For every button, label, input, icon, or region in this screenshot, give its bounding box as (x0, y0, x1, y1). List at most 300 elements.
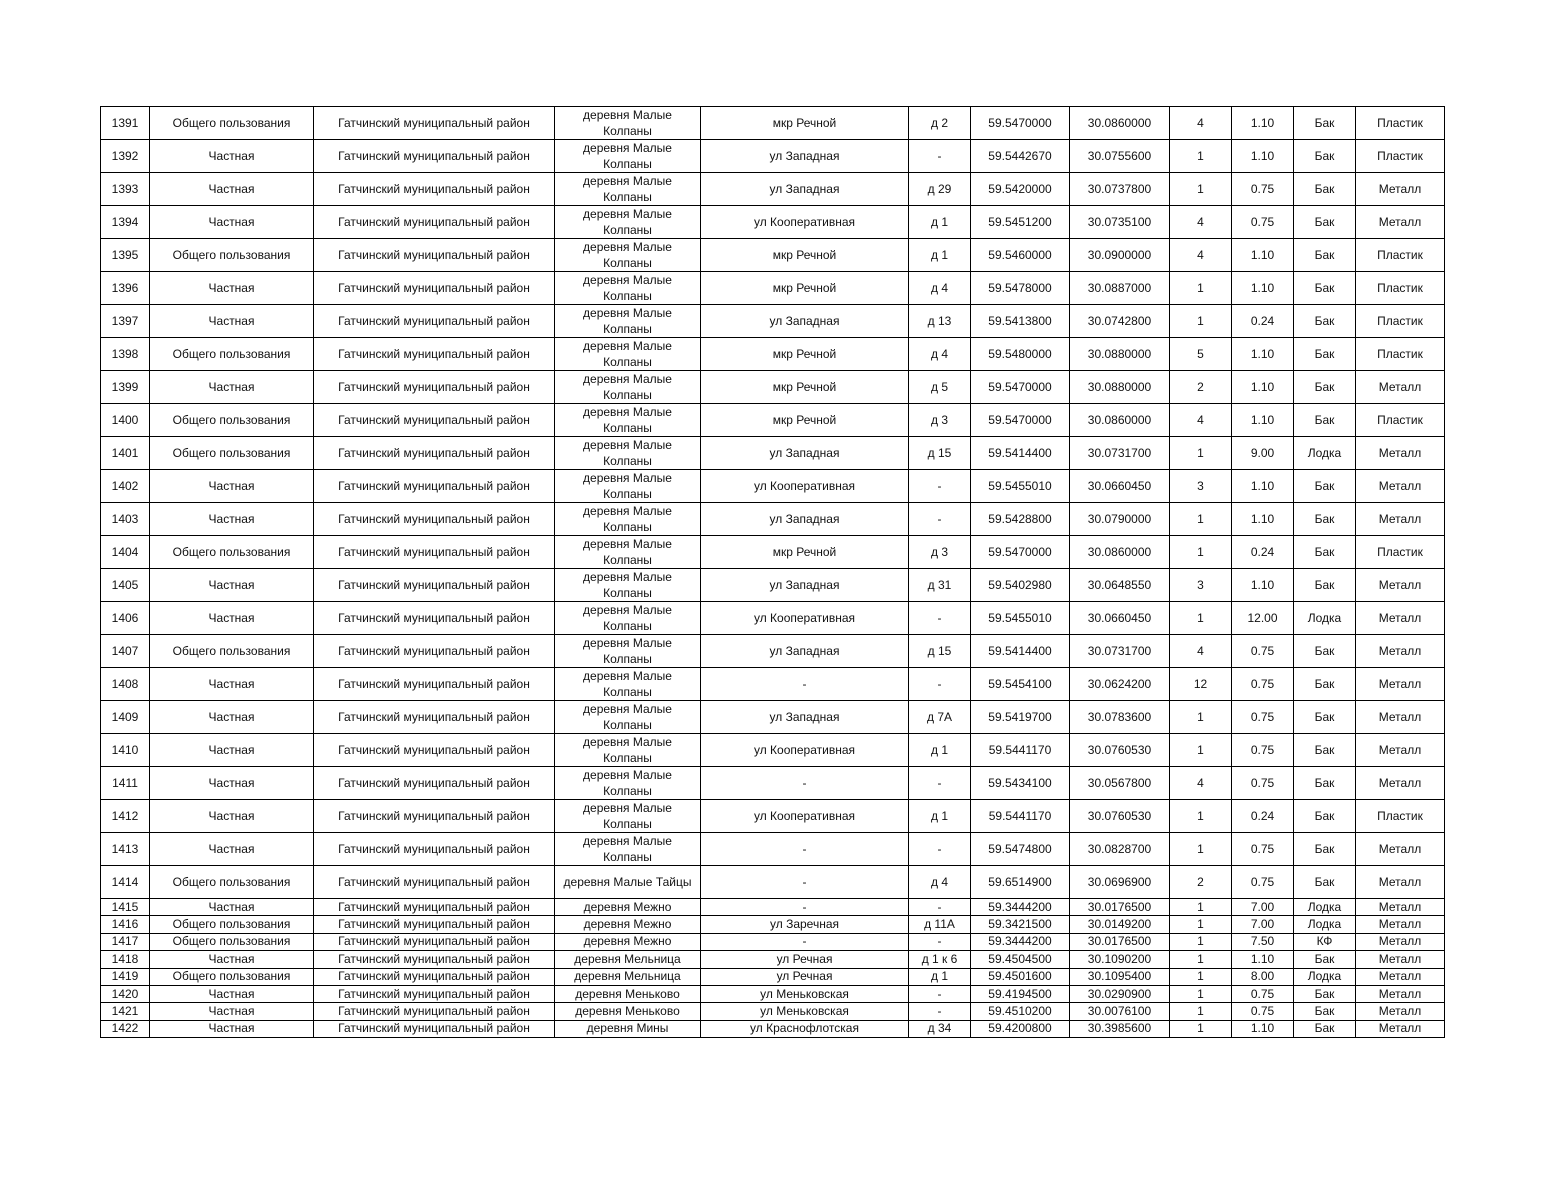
cell-house: д 31 (909, 569, 971, 602)
cell-number: 1414 (101, 866, 150, 899)
cell-longitude: 30.0660450 (1070, 602, 1170, 635)
cell-longitude: 30.0887000 (1070, 272, 1170, 305)
cell-ownership: Общего пользования (150, 916, 314, 933)
cell-longitude: 30.0737800 (1070, 173, 1170, 206)
cell-district: Гатчинский муниципальный район (314, 767, 555, 800)
cell-house: - (909, 767, 971, 800)
cell-longitude: 30.0648550 (1070, 569, 1170, 602)
cell-settlement: деревня Малые Колпаны (555, 569, 701, 602)
cell-latitude: 59.5420000 (971, 173, 1070, 206)
cell-street: ул Краснофлотская (701, 1020, 909, 1037)
cell-house: д 1 (909, 968, 971, 985)
table-row (101, 239, 1445, 272)
cell-district: Гатчинский муниципальный район (314, 503, 555, 536)
cell-container-count: 1 (1170, 985, 1232, 1002)
cell-container-type: Бак (1294, 470, 1356, 503)
cell-material: Металл (1356, 437, 1445, 470)
cell-ownership: Частная (150, 470, 314, 503)
cell-latitude: 59.4504500 (971, 951, 1070, 968)
cell-volume: 1.10 (1232, 404, 1294, 437)
cell-street: ул Западная (701, 635, 909, 668)
cell-container-count: 3 (1170, 470, 1232, 503)
cell-longitude: 30.0624200 (1070, 668, 1170, 701)
cell-longitude: 30.0760530 (1070, 800, 1170, 833)
cell-house: д 13 (909, 305, 971, 338)
cell-container-type: Лодка (1294, 916, 1356, 933)
cell-street: ул Западная (701, 701, 909, 734)
cell-material: Металл (1356, 734, 1445, 767)
cell-longitude: 30.0742800 (1070, 305, 1170, 338)
table-row (101, 1003, 1445, 1020)
cell-district: Гатчинский муниципальный район (314, 470, 555, 503)
cell-latitude: 59.5434100 (971, 767, 1070, 800)
cell-latitude: 59.5454100 (971, 668, 1070, 701)
cell-container-type: Бак (1294, 734, 1356, 767)
cell-volume: 0.75 (1232, 173, 1294, 206)
cell-volume: 1.10 (1232, 470, 1294, 503)
cell-container-type: Бак (1294, 951, 1356, 968)
cell-container-count: 1 (1170, 951, 1232, 968)
cell-longitude: 30.0731700 (1070, 635, 1170, 668)
cell-latitude: 59.5455010 (971, 470, 1070, 503)
cell-street: ул Речная (701, 968, 909, 985)
cell-ownership: Частная (150, 1003, 314, 1020)
table-row (101, 272, 1445, 305)
cell-district: Гатчинский муниципальный район (314, 371, 555, 404)
cell-district: Гатчинский муниципальный район (314, 140, 555, 173)
cell-settlement: деревня Мельница (555, 968, 701, 985)
cell-material: Металл (1356, 985, 1445, 1002)
cell-container-type: Бак (1294, 1003, 1356, 1020)
cell-house: д 4 (909, 272, 971, 305)
cell-district: Гатчинский муниципальный район (314, 305, 555, 338)
cell-volume: 0.75 (1232, 1003, 1294, 1020)
cell-number: 1392 (101, 140, 150, 173)
cell-latitude: 59.6514900 (971, 866, 1070, 899)
cell-house: - (909, 933, 971, 950)
cell-longitude: 30.0828700 (1070, 833, 1170, 866)
cell-street: ул Западная (701, 305, 909, 338)
cell-house: д 15 (909, 437, 971, 470)
cell-number: 1396 (101, 272, 150, 305)
cell-house: д 1 (909, 239, 971, 272)
cell-container-count: 2 (1170, 371, 1232, 404)
table-row (101, 833, 1445, 866)
cell-house: д 7А (909, 701, 971, 734)
cell-container-count: 4 (1170, 404, 1232, 437)
cell-settlement: деревня Межно (555, 933, 701, 950)
cell-ownership: Частная (150, 371, 314, 404)
cell-volume: 9.00 (1232, 437, 1294, 470)
cell-ownership: Общего пользования (150, 536, 314, 569)
cell-material: Металл (1356, 470, 1445, 503)
cell-material: Металл (1356, 569, 1445, 602)
cell-material: Металл (1356, 173, 1445, 206)
cell-house: д 3 (909, 404, 971, 437)
cell-container-type: Бак (1294, 536, 1356, 569)
cell-ownership: Частная (150, 173, 314, 206)
cell-container-count: 1 (1170, 1003, 1232, 1020)
cell-material: Металл (1356, 968, 1445, 985)
cell-longitude: 30.0660450 (1070, 470, 1170, 503)
cell-container-count: 1 (1170, 734, 1232, 767)
cell-number: 1419 (101, 968, 150, 985)
cell-container-type: Бак (1294, 1020, 1356, 1037)
cell-longitude: 30.0900000 (1070, 239, 1170, 272)
cell-longitude: 30.0755600 (1070, 140, 1170, 173)
cell-number: 1402 (101, 470, 150, 503)
cell-street: - (701, 668, 909, 701)
cell-latitude: 59.5455010 (971, 602, 1070, 635)
cell-settlement: деревня Малые Колпаны (555, 305, 701, 338)
cell-volume: 1.10 (1232, 951, 1294, 968)
cell-longitude: 30.0760530 (1070, 734, 1170, 767)
cell-house: д 1 (909, 800, 971, 833)
cell-house: - (909, 985, 971, 1002)
cell-container-type: Лодка (1294, 968, 1356, 985)
cell-house: д 15 (909, 635, 971, 668)
cell-container-count: 3 (1170, 569, 1232, 602)
cell-material: Пластик (1356, 338, 1445, 371)
table-row (101, 933, 1445, 950)
cell-house: - (909, 602, 971, 635)
cell-number: 1418 (101, 951, 150, 968)
cell-longitude: 30.0176500 (1070, 933, 1170, 950)
cell-district: Гатчинский муниципальный район (314, 1003, 555, 1020)
table-row (101, 404, 1445, 437)
cell-latitude: 59.5441170 (971, 800, 1070, 833)
cell-house: д 11А (909, 916, 971, 933)
cell-house: д 1 к 6 (909, 951, 971, 968)
cell-volume: 0.75 (1232, 206, 1294, 239)
cell-container-type: Бак (1294, 206, 1356, 239)
cell-latitude: 59.5470000 (971, 536, 1070, 569)
cell-street: ул Западная (701, 569, 909, 602)
cell-ownership: Частная (150, 140, 314, 173)
cell-district: Гатчинский муниципальный район (314, 701, 555, 734)
cell-ownership: Общего пользования (150, 968, 314, 985)
cell-number: 1421 (101, 1003, 150, 1020)
cell-ownership: Частная (150, 305, 314, 338)
cell-street: мкр Речной (701, 272, 909, 305)
cell-house: д 2 (909, 107, 971, 140)
table-row (101, 107, 1445, 140)
cell-latitude: 59.5414400 (971, 635, 1070, 668)
cell-volume: 1.10 (1232, 338, 1294, 371)
cell-volume: 0.75 (1232, 668, 1294, 701)
cell-material: Металл (1356, 833, 1445, 866)
cell-number: 1399 (101, 371, 150, 404)
cell-settlement: деревня Малые Колпаны (555, 338, 701, 371)
cell-latitude: 59.3444200 (971, 899, 1070, 916)
cell-volume: 0.75 (1232, 734, 1294, 767)
table-row (101, 470, 1445, 503)
cell-house: д 3 (909, 536, 971, 569)
cell-volume: 0.24 (1232, 305, 1294, 338)
cell-container-count: 4 (1170, 635, 1232, 668)
cell-settlement: деревня Мельница (555, 951, 701, 968)
cell-ownership: Частная (150, 800, 314, 833)
cell-district: Гатчинский муниципальный район (314, 933, 555, 950)
cell-material: Пластик (1356, 404, 1445, 437)
cell-number: 1401 (101, 437, 150, 470)
table-body (101, 107, 1445, 1038)
cell-street: ул Меньковская (701, 1003, 909, 1020)
cell-latitude: 59.5451200 (971, 206, 1070, 239)
cell-number: 1413 (101, 833, 150, 866)
cell-number: 1417 (101, 933, 150, 950)
cell-street: ул Кооперативная (701, 800, 909, 833)
cell-latitude: 59.5470000 (971, 107, 1070, 140)
cell-street: ул Западная (701, 437, 909, 470)
cell-container-count: 1 (1170, 933, 1232, 950)
cell-settlement: деревня Малые Колпаны (555, 701, 701, 734)
cell-district: Гатчинский муниципальный район (314, 985, 555, 1002)
cell-street: мкр Речной (701, 536, 909, 569)
cell-number: 1407 (101, 635, 150, 668)
cell-number: 1400 (101, 404, 150, 437)
cell-container-count: 4 (1170, 767, 1232, 800)
cell-container-type: Бак (1294, 371, 1356, 404)
cell-district: Гатчинский муниципальный район (314, 173, 555, 206)
cell-house: д 4 (909, 338, 971, 371)
cell-volume: 0.75 (1232, 833, 1294, 866)
cell-container-type: Бак (1294, 668, 1356, 701)
cell-container-count: 1 (1170, 602, 1232, 635)
cell-district: Гатчинский муниципальный район (314, 968, 555, 985)
cell-material: Металл (1356, 933, 1445, 950)
cell-material: Пластик (1356, 800, 1445, 833)
cell-volume: 1.10 (1232, 1020, 1294, 1037)
cell-latitude: 59.5441170 (971, 734, 1070, 767)
cell-volume: 0.75 (1232, 866, 1294, 899)
cell-settlement: деревня Малые Колпаны (555, 536, 701, 569)
cell-ownership: Общего пользования (150, 866, 314, 899)
cell-settlement: деревня Малые Колпаны (555, 833, 701, 866)
cell-volume: 1.10 (1232, 371, 1294, 404)
cell-number: 1420 (101, 985, 150, 1002)
cell-longitude: 30.0880000 (1070, 371, 1170, 404)
cell-longitude: 30.0696900 (1070, 866, 1170, 899)
cell-container-count: 1 (1170, 968, 1232, 985)
cell-latitude: 59.3421500 (971, 916, 1070, 933)
cell-ownership: Частная (150, 503, 314, 536)
cell-container-count: 1 (1170, 833, 1232, 866)
cell-settlement: деревня Малые Колпаны (555, 239, 701, 272)
cell-street: ул Заречная (701, 916, 909, 933)
cell-longitude: 30.0860000 (1070, 404, 1170, 437)
cell-longitude: 30.0790000 (1070, 503, 1170, 536)
cell-district: Гатчинский муниципальный район (314, 338, 555, 371)
cell-settlement: деревня Малые Колпаны (555, 173, 701, 206)
cell-district: Гатчинский муниципальный район (314, 107, 555, 140)
cell-container-count: 1 (1170, 701, 1232, 734)
table-row (101, 569, 1445, 602)
cell-district: Гатчинский муниципальный район (314, 668, 555, 701)
cell-street: ул Меньковская (701, 985, 909, 1002)
cell-district: Гатчинский муниципальный район (314, 569, 555, 602)
cell-latitude: 59.5470000 (971, 404, 1070, 437)
cell-container-count: 1 (1170, 916, 1232, 933)
cell-district: Гатчинский муниципальный район (314, 272, 555, 305)
cell-container-type: Бак (1294, 833, 1356, 866)
cell-volume: 7.00 (1232, 899, 1294, 916)
cell-volume: 7.00 (1232, 916, 1294, 933)
cell-material: Пластик (1356, 107, 1445, 140)
cell-settlement: деревня Малые Колпаны (555, 272, 701, 305)
cell-container-count: 5 (1170, 338, 1232, 371)
cell-container-count: 1 (1170, 173, 1232, 206)
cell-number: 1391 (101, 107, 150, 140)
cell-number: 1406 (101, 602, 150, 635)
cell-container-count: 1 (1170, 272, 1232, 305)
cell-ownership: Частная (150, 951, 314, 968)
cell-number: 1397 (101, 305, 150, 338)
cell-container-type: Бак (1294, 272, 1356, 305)
cell-ownership: Общего пользования (150, 239, 314, 272)
cell-district: Гатчинский муниципальный район (314, 866, 555, 899)
cell-settlement: деревня Меньково (555, 985, 701, 1002)
cell-settlement: деревня Малые Тайцы (555, 866, 701, 899)
cell-longitude: 30.0076100 (1070, 1003, 1170, 1020)
cell-ownership: Частная (150, 985, 314, 1002)
table-row (101, 916, 1445, 933)
cell-volume: 1.10 (1232, 503, 1294, 536)
cell-container-type: Бак (1294, 305, 1356, 338)
table-row (101, 602, 1445, 635)
cell-number: 1416 (101, 916, 150, 933)
cell-longitude: 30.1095400 (1070, 968, 1170, 985)
cell-ownership: Частная (150, 569, 314, 602)
table-row (101, 767, 1445, 800)
cell-latitude: 59.3444200 (971, 933, 1070, 950)
cell-volume: 1.10 (1232, 272, 1294, 305)
cell-container-count: 1 (1170, 305, 1232, 338)
cell-number: 1415 (101, 899, 150, 916)
table-row (101, 536, 1445, 569)
cell-number: 1404 (101, 536, 150, 569)
cell-ownership: Частная (150, 668, 314, 701)
cell-material: Металл (1356, 371, 1445, 404)
cell-district: Гатчинский муниципальный район (314, 951, 555, 968)
cell-container-type: Бак (1294, 800, 1356, 833)
table-row (101, 437, 1445, 470)
cell-container-count: 2 (1170, 866, 1232, 899)
cell-material: Металл (1356, 767, 1445, 800)
cell-container-type: Лодка (1294, 899, 1356, 916)
cell-house: - (909, 470, 971, 503)
cell-material: Металл (1356, 866, 1445, 899)
cell-volume: 0.75 (1232, 701, 1294, 734)
cell-latitude: 59.5414400 (971, 437, 1070, 470)
cell-container-count: 4 (1170, 239, 1232, 272)
cell-volume: 0.24 (1232, 536, 1294, 569)
cell-street: ул Западная (701, 503, 909, 536)
cell-ownership: Частная (150, 602, 314, 635)
cell-container-type: Бак (1294, 985, 1356, 1002)
cell-settlement: деревня Малые Колпаны (555, 140, 701, 173)
cell-district: Гатчинский муниципальный район (314, 1020, 555, 1037)
cell-district: Гатчинский муниципальный район (314, 635, 555, 668)
cell-longitude: 30.0567800 (1070, 767, 1170, 800)
cell-district: Гатчинский муниципальный район (314, 800, 555, 833)
cell-settlement: деревня Малые Колпаны (555, 437, 701, 470)
cell-material: Металл (1356, 916, 1445, 933)
cell-ownership: Частная (150, 1020, 314, 1037)
table-row (101, 899, 1445, 916)
cell-material: Металл (1356, 899, 1445, 916)
cell-settlement: деревня Межно (555, 899, 701, 916)
cell-container-type: Бак (1294, 866, 1356, 899)
cell-ownership: Частная (150, 833, 314, 866)
cell-settlement: деревня Малые Колпаны (555, 668, 701, 701)
cell-container-count: 12 (1170, 668, 1232, 701)
cell-street: мкр Речной (701, 107, 909, 140)
cell-longitude: 30.0735100 (1070, 206, 1170, 239)
cell-ownership: Общего пользования (150, 404, 314, 437)
cell-container-type: Бак (1294, 569, 1356, 602)
cell-house: д 5 (909, 371, 971, 404)
cell-volume: 0.24 (1232, 800, 1294, 833)
cell-district: Гатчинский муниципальный район (314, 833, 555, 866)
cell-longitude: 30.0783600 (1070, 701, 1170, 734)
cell-container-type: Бак (1294, 173, 1356, 206)
cell-container-count: 1 (1170, 503, 1232, 536)
cell-material: Пластик (1356, 272, 1445, 305)
cell-container-type: КФ (1294, 933, 1356, 950)
table-row (101, 1020, 1445, 1037)
cell-street: ул Кооперативная (701, 602, 909, 635)
cell-longitude: 30.0860000 (1070, 536, 1170, 569)
cell-ownership: Общего пользования (150, 107, 314, 140)
cell-container-type: Бак (1294, 701, 1356, 734)
cell-district: Гатчинский муниципальный район (314, 602, 555, 635)
cell-container-type: Бак (1294, 767, 1356, 800)
cell-longitude: 30.3985600 (1070, 1020, 1170, 1037)
cell-ownership: Общего пользования (150, 635, 314, 668)
cell-container-type: Бак (1294, 635, 1356, 668)
cell-container-type: Бак (1294, 503, 1356, 536)
cell-material: Пластик (1356, 239, 1445, 272)
cell-street: - (701, 866, 909, 899)
cell-container-type: Лодка (1294, 437, 1356, 470)
cell-container-count: 4 (1170, 107, 1232, 140)
cell-street: ул Западная (701, 173, 909, 206)
cell-container-count: 1 (1170, 899, 1232, 916)
cell-latitude: 59.5460000 (971, 239, 1070, 272)
cell-container-type: Бак (1294, 140, 1356, 173)
cell-district: Гатчинский муниципальный район (314, 239, 555, 272)
cell-latitude: 59.5442670 (971, 140, 1070, 173)
cell-district: Гатчинский муниципальный район (314, 916, 555, 933)
cell-number: 1395 (101, 239, 150, 272)
table-row (101, 734, 1445, 767)
cell-container-count: 4 (1170, 206, 1232, 239)
cell-house: - (909, 503, 971, 536)
cell-latitude: 59.5419700 (971, 701, 1070, 734)
table-row (101, 985, 1445, 1002)
cell-settlement: деревня Малые Колпаны (555, 800, 701, 833)
cell-latitude: 59.5480000 (971, 338, 1070, 371)
cell-street: - (701, 933, 909, 950)
cell-volume: 12.00 (1232, 602, 1294, 635)
table-row (101, 503, 1445, 536)
cell-settlement: деревня Малые Колпаны (555, 602, 701, 635)
cell-material: Металл (1356, 1020, 1445, 1037)
cell-container-type: Бак (1294, 404, 1356, 437)
table-row (101, 701, 1445, 734)
cell-district: Гатчинский муниципальный район (314, 206, 555, 239)
